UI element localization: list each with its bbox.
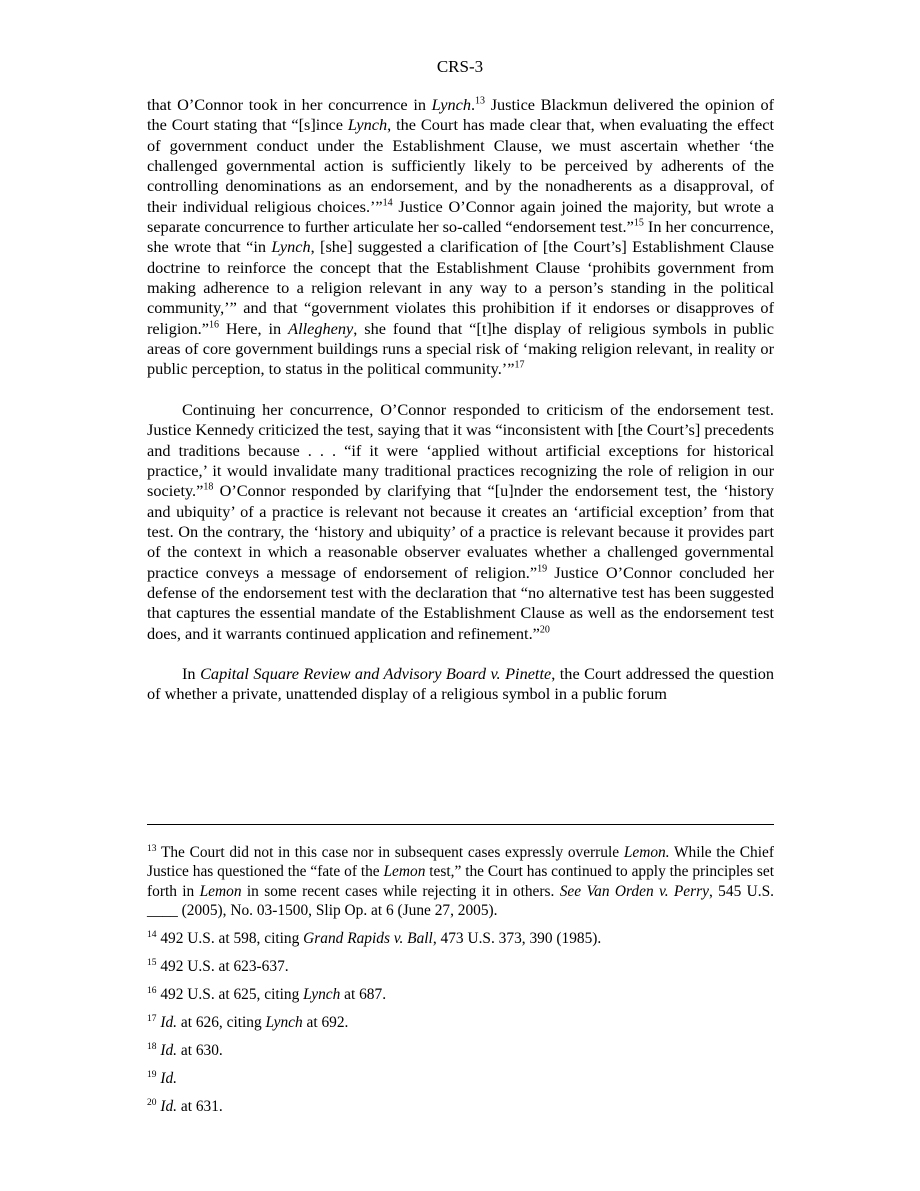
footnote [147, 1013, 774, 1032]
text-run: , 545 U.S. ____ (2005), No. 03-1500, Slip Op. at 6 (June 27, 2005). [147, 882, 775, 920]
footnote [147, 1069, 774, 1088]
footnote-separator [147, 824, 774, 825]
footnote-ref: 19 [537, 563, 548, 575]
text-run: , she found that “[t]he display of religious symbols in public areas of core government buildings runs a special risk of ‘making religion relevant, in reality or public perception, to status in the political community.’” [147, 318, 775, 379]
footnote [147, 957, 774, 976]
italic-text: Capital Square Review and Advisory Board v. Pinette [200, 663, 552, 683]
paragraph [147, 664, 774, 705]
footnote-ref: 17 [514, 360, 525, 372]
footnote-ref: 16 [208, 319, 219, 331]
footnote [147, 1097, 774, 1116]
italic-text: Lynch [271, 237, 311, 257]
italic-text: Lynch [303, 986, 341, 1004]
text-run: O’Connor responded by clarifying that “[u]nder the endorsement test, the ‘history and ubiquity’ of a practice is relevant not because it creates an ‘artificial exception’ from that test. On the contrary, the ‘history and ubiquity’ of a practice is relevant because it provides part of the context in which a reasonable observer evaluates whether a challenged governmental practice conveys a message of endorsement of religion.” [147, 481, 774, 582]
italic-text: See Van Orden v. Perry [559, 882, 709, 900]
text-run: , [she] suggested a clarification of [the Court’s] Establishment Clause doctrine to reinforce the concept that the Establishment Clause ‘prohibits government from making adherence to a religion relevant in any way to a person’s standing in the political community,’” and that “government violates this prohibition if it endorses or disapproves of religion.” [147, 237, 775, 338]
text-run: Justice Blackmun delivered the opinion of the Court stating that “[s]ince [147, 95, 775, 135]
footnote-ref: 18 [203, 481, 214, 493]
text-run: , the Court has made clear that, when evaluating the effect of government conduct under the Establishment Clause, we must ascertain whether ‘the challenged governmental action is sufficiently likely to be perceived by adherents of the controlling denominations as an endorsement, and by the nonadherents as a disapproval, of their individual religious choices.’” [147, 115, 774, 216]
text-run: 492 U.S. at 623-637. [160, 958, 289, 976]
body-text [147, 95, 774, 705]
footnote-number: 13 [147, 843, 157, 854]
text-run: Here, in [218, 318, 289, 338]
italic-text: Lynch [347, 115, 388, 135]
paragraph [147, 400, 774, 644]
footnote-ref: 13 [475, 95, 486, 107]
footnote [147, 929, 774, 948]
text-run: The Court did not in this case nor in subsequent cases expressly overrule [160, 844, 624, 861]
text-run: , 473 U.S. 373, 390 (1985). [432, 930, 602, 948]
page-label: CRS-3 [436, 57, 484, 76]
text-run: at 626, citing [177, 1014, 266, 1032]
text-run: In her concurrence, she wrote that “in [147, 217, 774, 257]
italic-text: Lemon [199, 882, 242, 900]
text-run: , the Court addressed the question of whether a private, unattended display of a religious symbol in a public forum [147, 663, 775, 704]
text-run: In [182, 663, 201, 683]
footnote [147, 843, 774, 921]
footnote-ref: 20 [539, 624, 550, 636]
text-run: . [470, 95, 476, 114]
italic-text: Id. [160, 1070, 178, 1088]
text-run: test,” the Court has continued to apply the principles set forth in [147, 863, 774, 900]
footnote-number: 19 [147, 1070, 157, 1081]
italic-text: Lemon [383, 863, 426, 881]
italic-text: Lemon. [623, 844, 670, 861]
text-run: at 630. [177, 1042, 223, 1060]
text-run: at 631. [177, 1098, 223, 1116]
text-run: 492 U.S. at 598, citing [160, 930, 304, 948]
footnote-number: 17 [147, 1014, 157, 1025]
italic-text: Id. [160, 1098, 178, 1116]
italic-text: Lynch [265, 1014, 303, 1032]
text-run: 492 U.S. at 625, citing [160, 986, 304, 1004]
paragraph [147, 95, 774, 380]
footnote-number: 14 [147, 930, 157, 941]
italic-text: Id. [160, 1014, 178, 1032]
footnote-number: 18 [147, 1042, 157, 1053]
italic-text: Allegheny [288, 318, 354, 338]
page-header [0, 57, 920, 77]
italic-text: Id. [160, 1042, 178, 1060]
text-run: that O’Connor took in her concurrence in [147, 95, 432, 114]
footnote [147, 985, 774, 1004]
footnote-ref: 14 [382, 197, 393, 209]
footnote [147, 1041, 774, 1060]
text-run: Continuing her concurrence, O’Connor responded to criticism of the endorsement test. Justice Kennedy criticized the test, saying that it was “inconsistent with [the Court’s] precedents and traditions because . . . “if it were ‘applied without artificial exceptions for historical practice,’ it would invalidate many traditional practices recognizing the role of religion in our society.” [147, 399, 774, 501]
text-run: at 687. [340, 986, 387, 1004]
footnotes [147, 843, 774, 1125]
text-run: While the Chief Justice has questioned the “fate of the [147, 844, 774, 881]
text-run: Justice O’Connor concluded her defense of the endorsement test with the declaration that “no alternative test has been suggested that captures the essential mandate of the Establishment Clause as well as the endorsement test does, and it warrants continued application and refinement.” [147, 562, 775, 643]
footnote-number: 16 [147, 986, 157, 997]
text-run: at 692. [302, 1014, 349, 1032]
footnote-ref: 15 [633, 217, 644, 229]
footnote-number: 15 [147, 958, 157, 969]
italic-text: Lynch [431, 95, 471, 114]
text-run: Justice O’Connor again joined the majority, but wrote a separate concurrence to further articulate her so-called “endorsement test.” [147, 196, 774, 237]
footnote-number: 20 [147, 1098, 157, 1109]
text-run: in some recent cases while rejecting it in others. [241, 882, 560, 900]
italic-text: Grand Rapids v. Ball [303, 930, 433, 948]
